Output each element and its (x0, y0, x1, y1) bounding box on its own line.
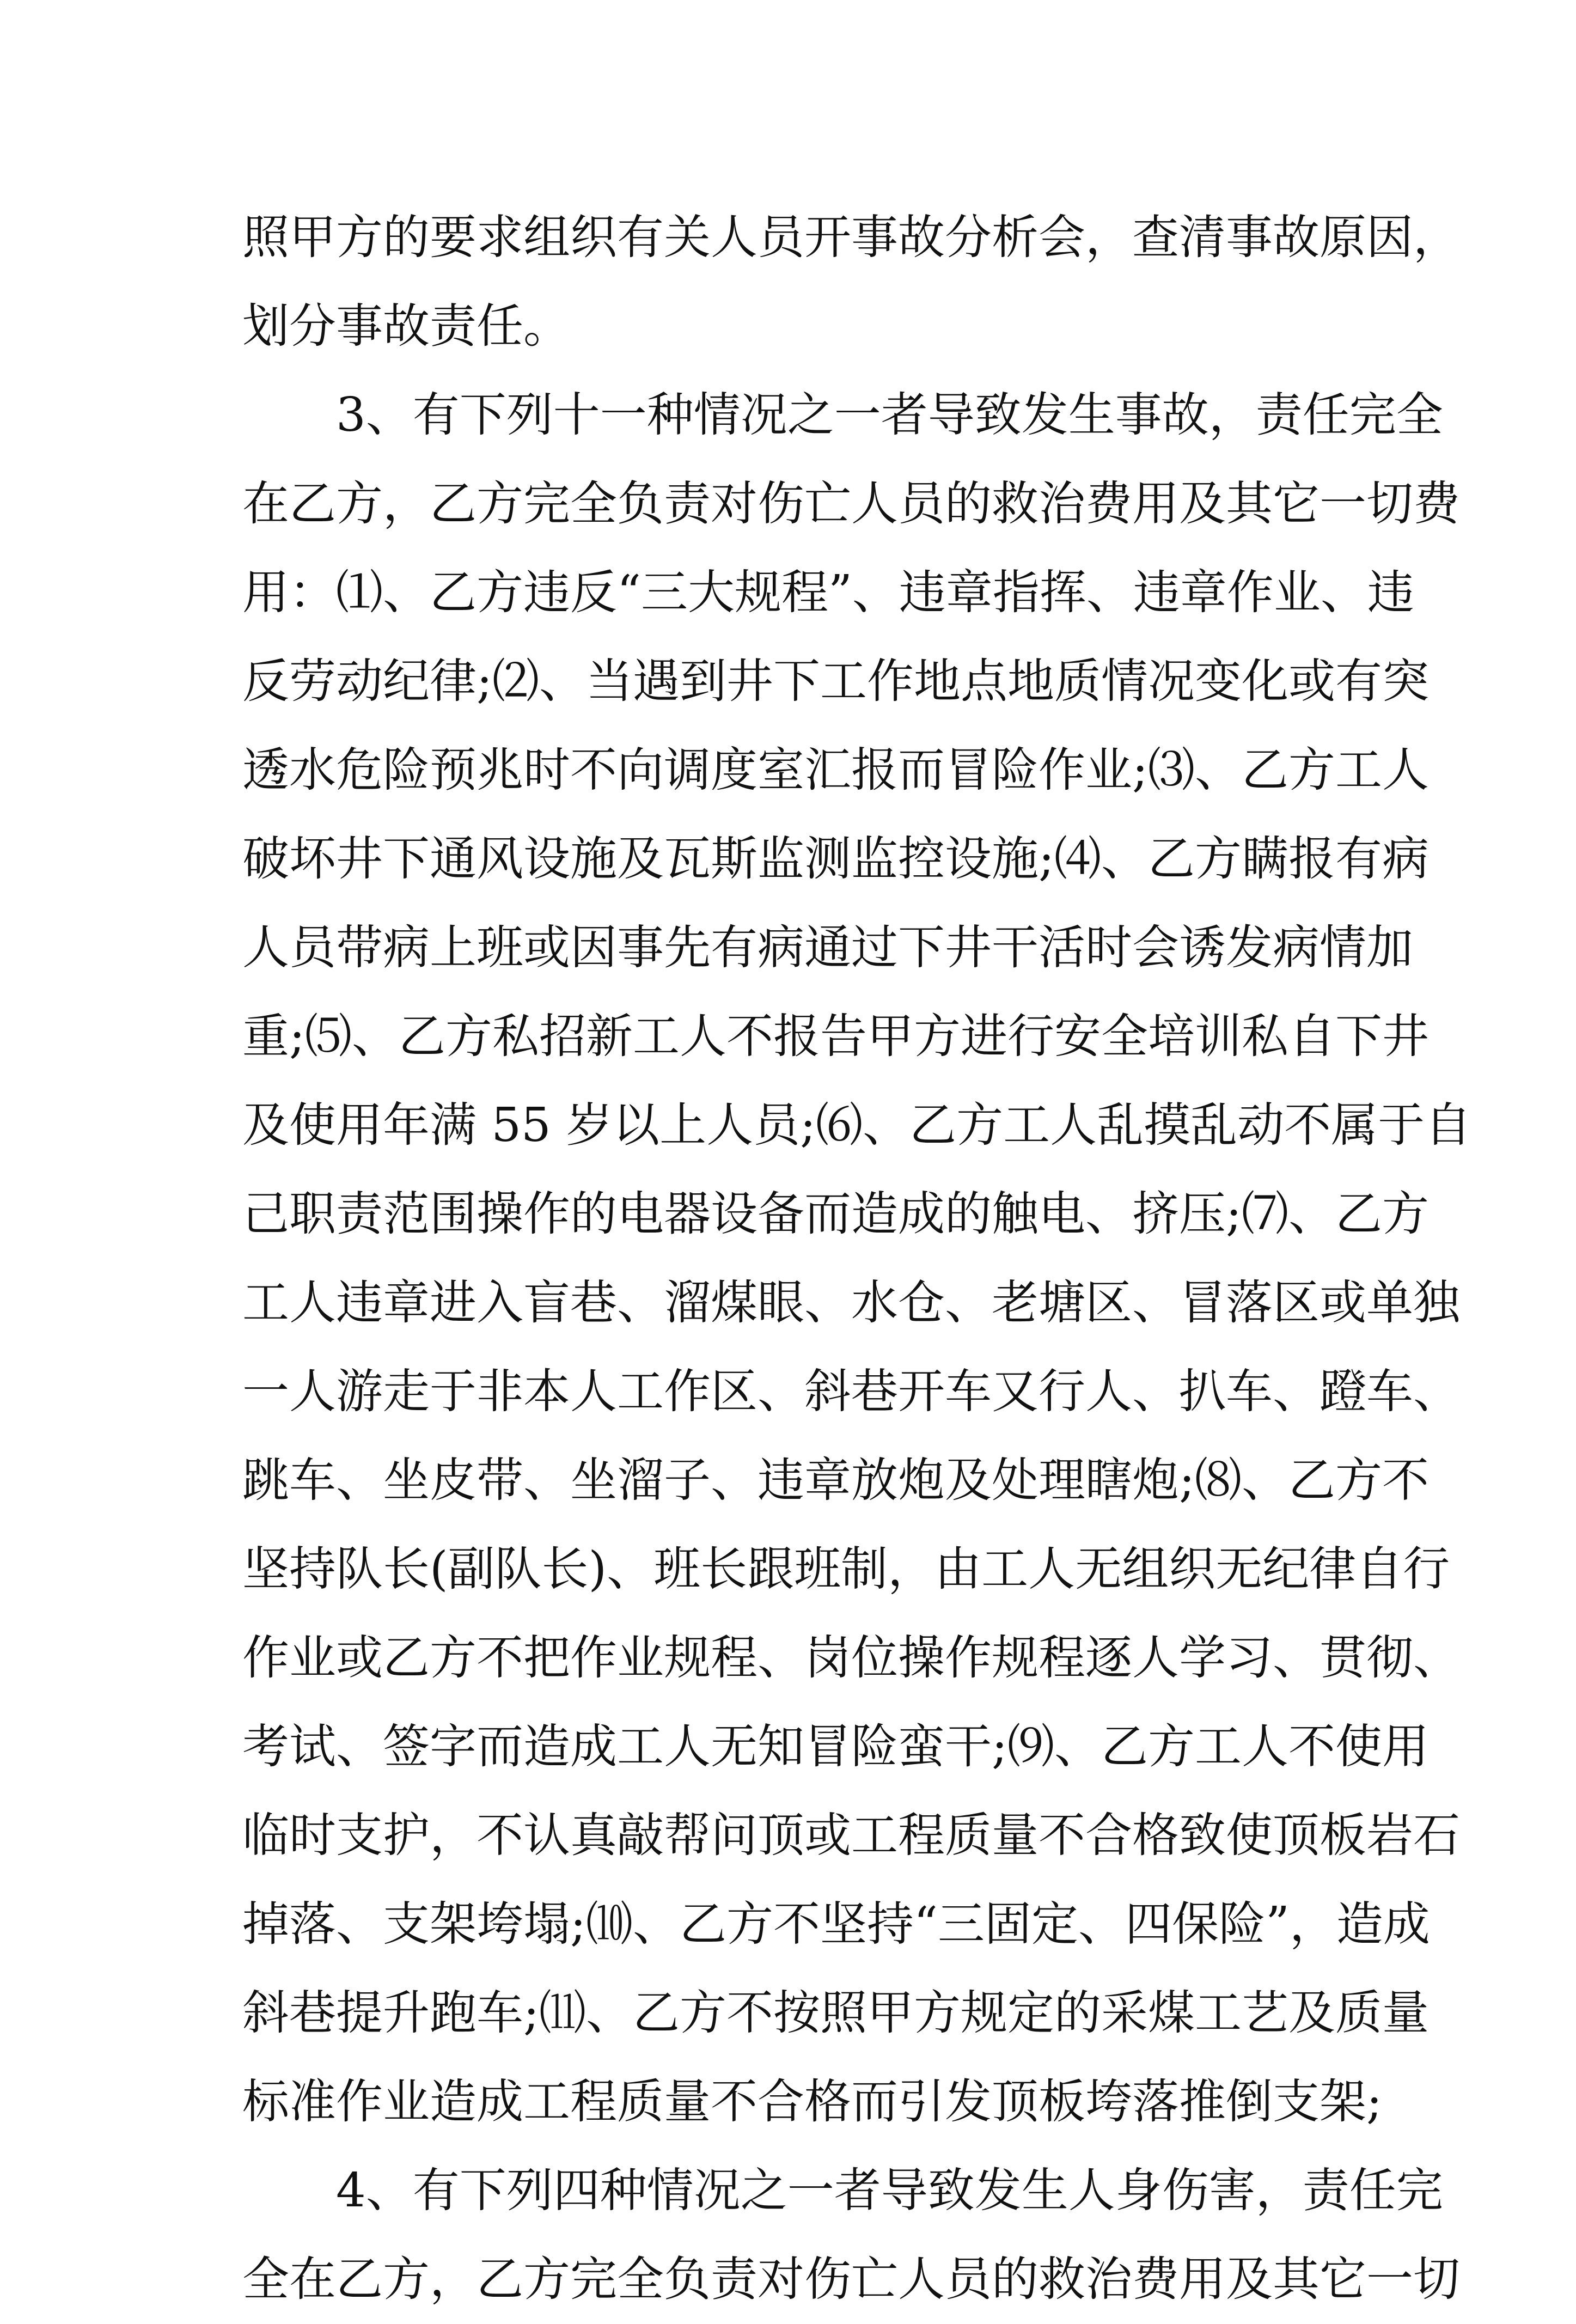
text-line: 3、有下列十一种情况之一者导致发生事故，责任完全 (336, 388, 1443, 442)
text-line: 划分事故责任。 (242, 299, 570, 353)
text-line: 用：⑴、乙方违反“三大规程”、违章指挥、违章作业、违 (242, 565, 1414, 620)
text-line: 4、有下列四种情况之一者导致发生人身伤害，责任完 (336, 2163, 1443, 2218)
text-line: 跳车、坐皮带、坐溜子、违章放炮及处理瞎炮;⑻、乙方不 (242, 1453, 1429, 1508)
text-line: 照甲方的要求组织有关人员开事故分析会，查清事故原因， (242, 210, 1460, 265)
text-line: 一人游走于非本人工作区、斜巷开车又行人、扒车、蹬车、 (242, 1364, 1460, 1419)
text-line: 坚持队长(副队长)、班长跟班制，由工人无组织无纪律自行 (242, 1542, 1450, 1596)
text-line: 全在乙方，乙方完全负责对伤亡人员的救治费用及其它一切 (242, 2252, 1460, 2307)
text-line: 及使用年满 55 岁以上人员;⑹、乙方工人乱摸乱动不属于自 (242, 1098, 1472, 1152)
text-line: 考试、签字而造成工人无知冒险蛮干;⑼、乙方工人不使用 (242, 1719, 1429, 1774)
text-line: 破坏井下通风设施及瓦斯监测监控设施;⑷、乙方瞒报有病 (242, 832, 1429, 886)
text-line: 临时支护，不认真敲帮问顶或工程质量不合格致使顶板岩石 (242, 1808, 1460, 1863)
text-line: 己职责范围操作的电器设备而造成的触电、挤压;⑺、乙方 (242, 1187, 1429, 1241)
body-text (242, 193, 1472, 2324)
text-line: 人员带病上班或因事先有病通过下井干活时会诱发病情加 (242, 920, 1413, 975)
text-line: 在乙方，乙方完全负责对伤亡人员的救治费用及其它一切费 (242, 477, 1460, 531)
text-line: 重;⑸、乙方私招新工人不报告甲方进行安全培训私自下井 (242, 1009, 1429, 1064)
text-line: 工人违章进入盲巷、溜煤眼、水仓、老塘区、冒落区或单独 (242, 1276, 1460, 1330)
text-line: 掉落、支架垮塌;⑽、乙方不坚持“三固定、四保险”，造成 (242, 1897, 1430, 1951)
text-line: 透水危险预兆时不向调度室汇报而冒险作业;⑶、乙方工人 (242, 743, 1429, 797)
text-line: 作业或乙方不把作业规程、岗位操作规程逐人学习、贯彻、 (242, 1631, 1460, 1685)
text-line: 斜巷提升跑车;⑾、乙方不按照甲方规定的采煤工艺及质量 (242, 1986, 1429, 2040)
text-line: 标准作业造成工程质量不合格而引发顶板垮落推倒支架; (242, 2075, 1382, 2129)
text-line: 反劳动纪律;⑵、当遇到井下工作地点地质情况变化或有突 (242, 654, 1429, 709)
